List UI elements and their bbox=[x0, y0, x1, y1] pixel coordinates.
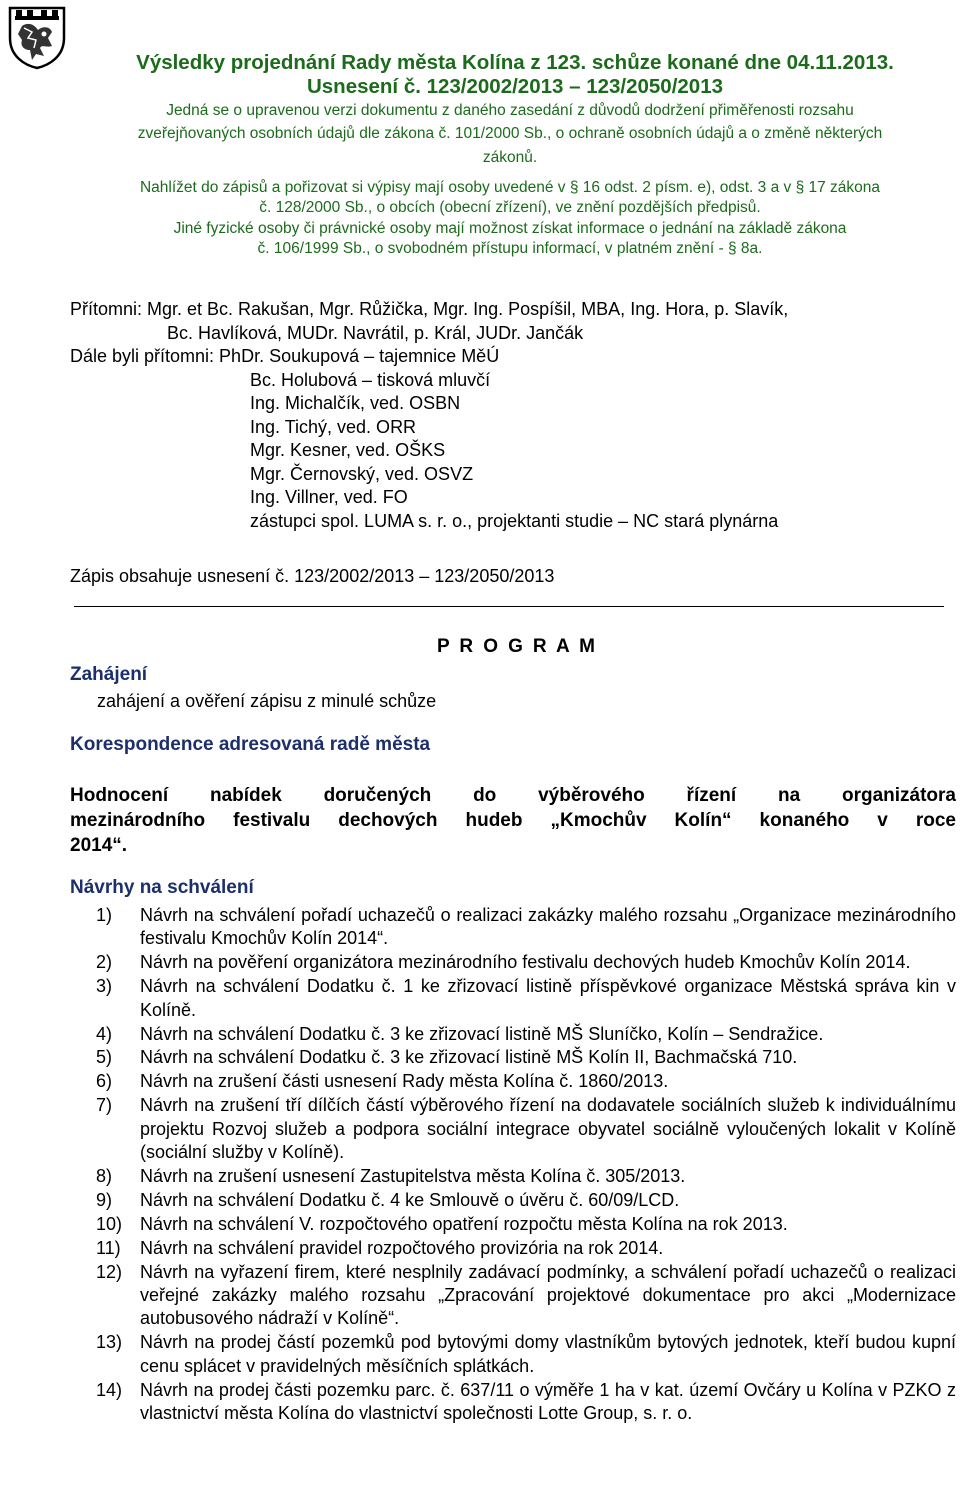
item-number: 5) bbox=[96, 1047, 113, 1068]
item-number: 1) bbox=[96, 905, 113, 925]
list-item bbox=[70, 1261, 956, 1331]
list-item bbox=[70, 1165, 956, 1188]
opening-text: zahájení a ověření zápisu z minulé schůze bbox=[97, 691, 437, 711]
access-note-line: č. 106/1999 Sb., o svobodném přístupu informací, v platném znění - § 8a. bbox=[257, 240, 763, 257]
privacy-note-line: zákonů. bbox=[482, 149, 538, 166]
also-present-person: Bc. Holubová – tisková mluvčí bbox=[250, 369, 491, 390]
present-line: Bc. Havlíková, MUDr. Navrátil, p. Král, JUDr. Jančák bbox=[167, 322, 584, 343]
also-present-person: Ing. Michalčík, ved. OSBN bbox=[250, 393, 461, 413]
item-text: Návrh na schválení pravidel rozpočtového provizória na rok 2014. bbox=[140, 1237, 664, 1258]
opening-heading: Zahájení bbox=[70, 664, 148, 685]
evaluation-line: mezinárodního festivalu dechových hudeb „Kmochův Kolín“ konaného v roce bbox=[70, 810, 956, 831]
also-present-person: zástupci spol. LUMA s. r. o., projektanti studie – NC stará plynárna bbox=[250, 510, 779, 531]
list-item bbox=[70, 951, 956, 974]
access-note-line: Nahlížet do zápisů a pořizovat si výpisy mají osoby uvedené v § 16 odst. 2 písm. e), odst. 3 a v § 17 zákona bbox=[139, 179, 881, 196]
list-item bbox=[70, 1070, 956, 1093]
program-heading: P R O G R A M bbox=[437, 636, 598, 657]
evaluation-line: Hodnocení nabídek doručených do výběrového řízení na organizátora bbox=[70, 785, 956, 806]
item-text: Návrh na schválení V. rozpočtového opatření rozpočtu města Kolína na rok 2013. bbox=[140, 1213, 788, 1234]
item-text: Návrh na pověření organizátora mezinárodního festivalu dechových hudeb Kmochův Kolín 2014. bbox=[140, 952, 911, 973]
minutes-note: Zápis obsahuje usnesení č. 123/2002/2013 – 123/2050/2013 bbox=[70, 566, 555, 586]
item-number: 12) bbox=[96, 1261, 123, 1282]
evaluation-heading bbox=[70, 783, 956, 858]
list-item bbox=[70, 1046, 956, 1069]
list-item bbox=[70, 1023, 956, 1046]
list-item bbox=[70, 1189, 956, 1212]
item-number: 8) bbox=[96, 1165, 113, 1186]
item-text: Návrh na schválení pořadí uchazečů o realizaci zakázky malého rozsahu „Organizace mezinárodního festivalu Kmochův Kolín 2014“. bbox=[140, 905, 956, 949]
item-text: Návrh na schválení Dodatku č. 4 ke Smlouvě o úvěru č. 60/09/LCD. bbox=[140, 1189, 680, 1210]
list-item bbox=[70, 1213, 956, 1236]
proposals-heading: Návrhy na schválení bbox=[70, 877, 254, 898]
access-note-line: Jiné fyzické osoby či právnické osoby mají možnost získat informace o jednání na základě zákona bbox=[173, 220, 847, 237]
privacy-note-line: Jedná se o upravenou verzi dokumentu z daného zasedání z důvodů dodržení přiměřenosti rozsahu bbox=[166, 102, 854, 119]
list-item bbox=[70, 975, 956, 1022]
list-item bbox=[70, 904, 956, 951]
evaluation-line: 2014“. bbox=[70, 835, 128, 856]
also-present-person: Mgr. Kesner, ved. OŠKS bbox=[250, 440, 446, 460]
list-item bbox=[70, 1094, 956, 1164]
item-number: 13) bbox=[96, 1332, 123, 1353]
also-present-line: Dále byli přítomni: PhDr. Soukupová – tajemnice MěÚ bbox=[70, 346, 500, 366]
attendance-block bbox=[70, 298, 950, 533]
item-text: Návrh na prodej částí pozemků pod bytovými domy vlastníkům bytových jednotek, kteří budou kupní cenu splácet v pravidelných měsíčních splátkách. bbox=[140, 1332, 956, 1376]
item-number: 11) bbox=[96, 1237, 121, 1258]
list-item bbox=[70, 1379, 956, 1426]
resolution-range-title: Usnesení č. 123/2002/2013 – 123/2050/2013 bbox=[306, 75, 724, 98]
proposals-list bbox=[70, 904, 956, 1425]
item-number: 4) bbox=[96, 1023, 113, 1044]
access-note-line: č. 128/2000 Sb., o obcích (obecní zřízení), ve znění pozdějších předpisů. bbox=[259, 199, 761, 216]
item-number: 3) bbox=[96, 976, 113, 997]
item-text: Návrh na schválení Dodatku č. 1 ke zřizovací listině příspěvkové organizace Městská správa kin v Kolíně. bbox=[140, 976, 956, 1020]
item-text: Návrh na zrušení tří dílčích částí výběrového řízení na dodavatele sociálních služeb k individuálnímu projektu Rozvoj služeb a podpora sociální integrace obyvatel sociálně vyloučených lokalit v Kolíně (sociální služby v Kolíně). bbox=[140, 1095, 956, 1163]
also-present-person: Ing. Tichý, ved. ORR bbox=[250, 416, 417, 437]
item-text: Návrh na zrušení usnesení Zastupitelstva města Kolína č. 305/2013. bbox=[140, 1165, 686, 1186]
city-coat-of-arms-icon bbox=[6, 4, 68, 70]
also-present-person: Mgr. Černovský, ved. OSVZ bbox=[250, 463, 474, 484]
item-number: 7) bbox=[96, 1095, 113, 1116]
item-text: Návrh na schválení Dodatku č. 3 ke zřizovací listině MŠ Kolín II, Bachmačská 710. bbox=[140, 1047, 798, 1068]
item-number: 9) bbox=[96, 1189, 113, 1210]
item-number: 6) bbox=[96, 1071, 113, 1092]
list-item bbox=[70, 1331, 956, 1378]
also-present-person: Ing. Villner, ved. FO bbox=[250, 487, 408, 507]
list-item bbox=[70, 1237, 956, 1260]
correspondence-heading: Korespondence adresovaná radě města bbox=[70, 734, 431, 755]
item-text: Návrh na prodej části pozemku parc. č. 637/11 o výměře 1 ha v kat. území Ovčáry u Kolína v PZKO z vlastnictví města Kolína do vlastnictví společnosti Lotte Group, s. r. o. bbox=[140, 1379, 956, 1424]
divider bbox=[74, 606, 944, 607]
item-text: Návrh na zrušení části usnesení Rady města Kolína č. 1860/2013. bbox=[140, 1071, 669, 1092]
item-text: Návrh na schválení Dodatku č. 3 ke zřizovací listině MŠ Sluníčko, Kolín – Sendražice. bbox=[140, 1023, 824, 1044]
present-line: Přítomni: Mgr. et Bc. Rakušan, Mgr. Růžička, Mgr. Ing. Pospíšil, MBA, Ing. Hora, p. Slavík, bbox=[70, 299, 789, 319]
privacy-note-line: zveřejňovaných osobních údajů dle zákona č. 101/2000 Sb., o ochraně osobních údajů a o změně některých bbox=[137, 125, 883, 142]
item-number: 2) bbox=[96, 952, 113, 973]
item-number: 10) bbox=[96, 1213, 123, 1234]
document-title: Výsledky projednání Rady města Kolína z 123. schůze konané dne 04.11.2013. bbox=[136, 51, 894, 74]
item-text: Návrh na vyřazení firem, které nesplnily zadávací podmínky, a schválení pořadí uchazečů o realizaci veřejné zakázky malého rozsahu „Zpracování projektové dokumentace pro akci „Modernizace autobusového nádraží v Kolíně“. bbox=[140, 1261, 956, 1329]
item-number: 14) bbox=[96, 1379, 123, 1400]
